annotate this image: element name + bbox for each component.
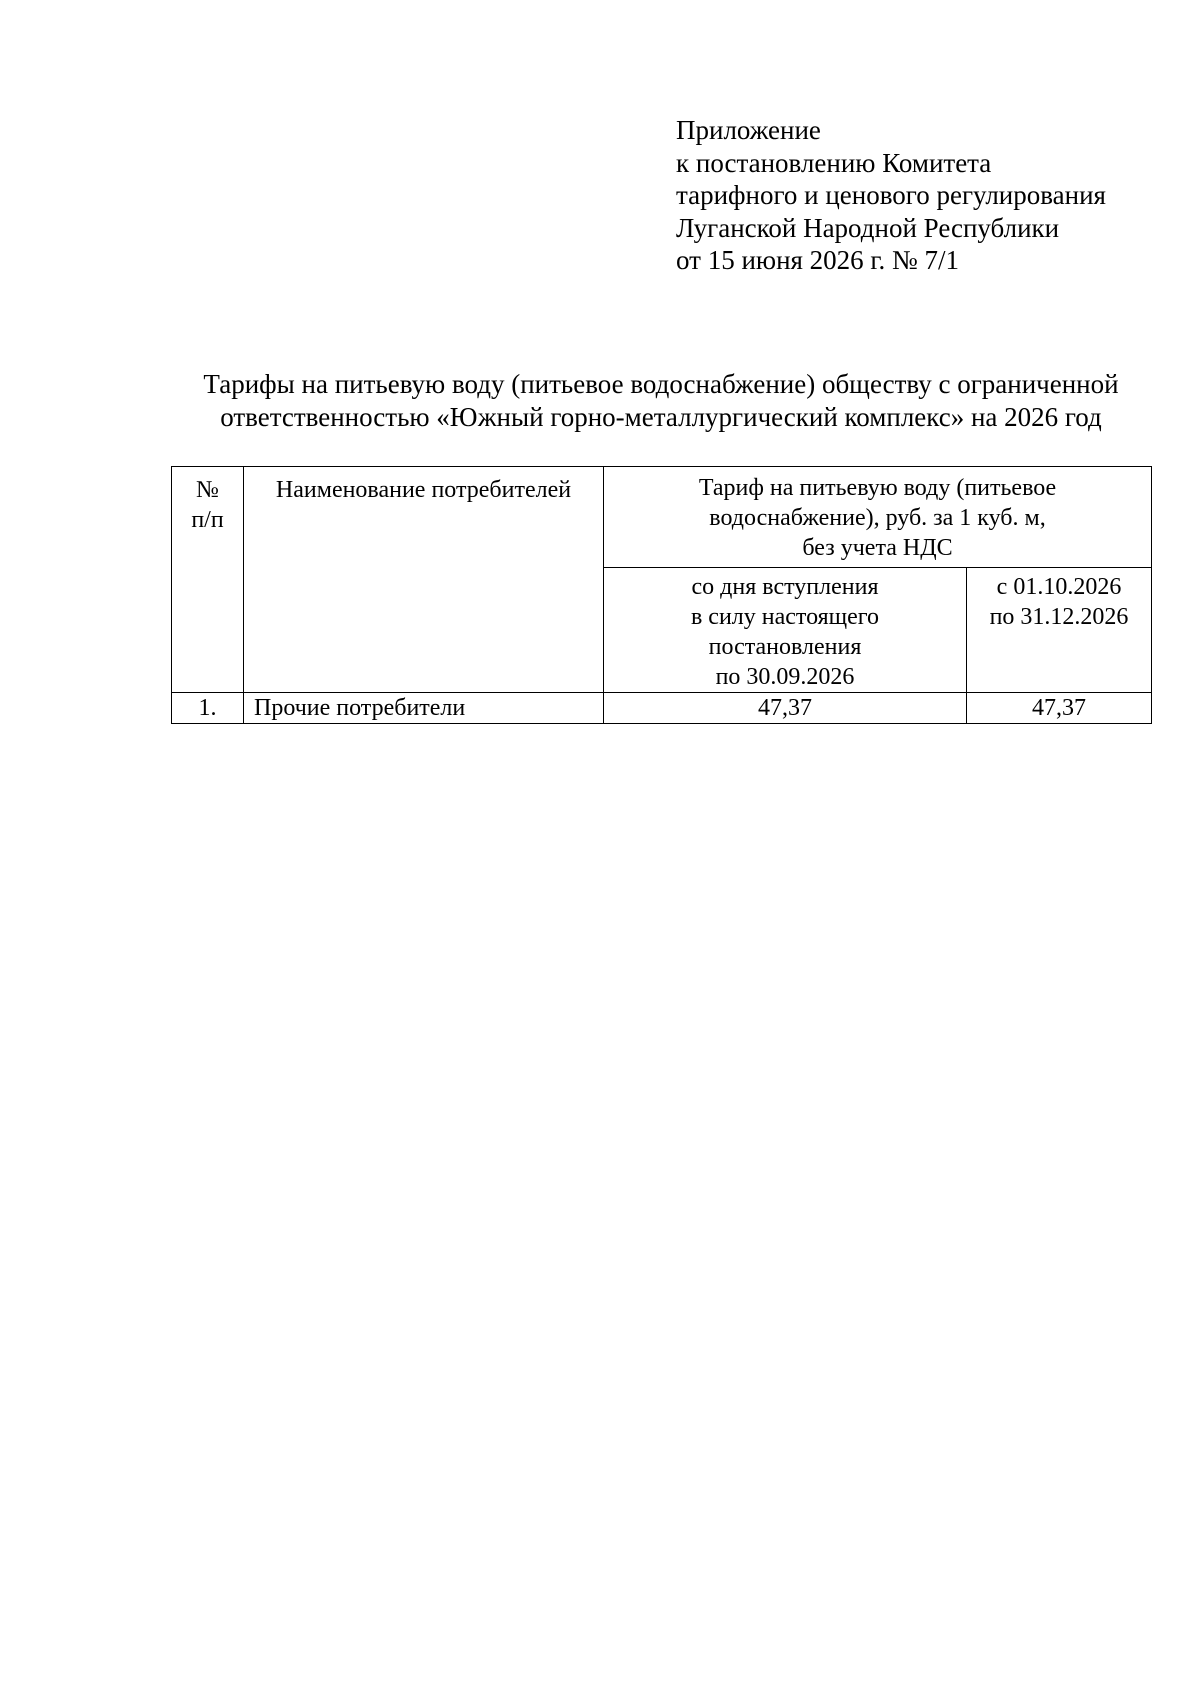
appendix-line: от 15 июня 2026 г. № 7/1: [676, 245, 959, 275]
appendix-line: Луганской Народной Республики: [676, 212, 1060, 243]
tariff-table: [171, 466, 1152, 724]
row-tariff-period-1: 47,37: [604, 693, 967, 724]
appendix-block: [676, 114, 1176, 277]
table-row: [172, 693, 1152, 724]
document-title: [150, 368, 1172, 433]
document-title-line: ответственностью «Южный горно-металлургический комплекс» на 2026 год: [220, 401, 1102, 432]
document-title-line: Тарифы на питьевую воду (питьевое водоснабжение) обществу с ограниченной: [203, 369, 1119, 399]
header-period-2: с 01.10.2026 по 31.12.2026: [967, 568, 1152, 693]
appendix-line: к постановлению Комитета: [676, 147, 992, 178]
header-tariff: Тариф на питьевую воду (питьевое водоснабжение), руб. за 1 куб. м, без учета НДС: [604, 467, 1152, 568]
row-consumer-name: Прочие потребители: [244, 693, 604, 724]
row-tariff-period-2: 47,37: [967, 693, 1152, 724]
appendix-line: тарифного и ценового регулирования: [676, 180, 1106, 210]
appendix-line: Приложение: [676, 115, 821, 145]
header-consumer-name: Наименование потребителей: [244, 467, 604, 693]
row-number: 1.: [172, 693, 244, 724]
header-period-1: со дня вступления в силу настоящего постановления по 30.09.2026: [604, 568, 967, 693]
table-header-row: [172, 467, 1152, 568]
header-number: № п/п: [172, 467, 244, 693]
